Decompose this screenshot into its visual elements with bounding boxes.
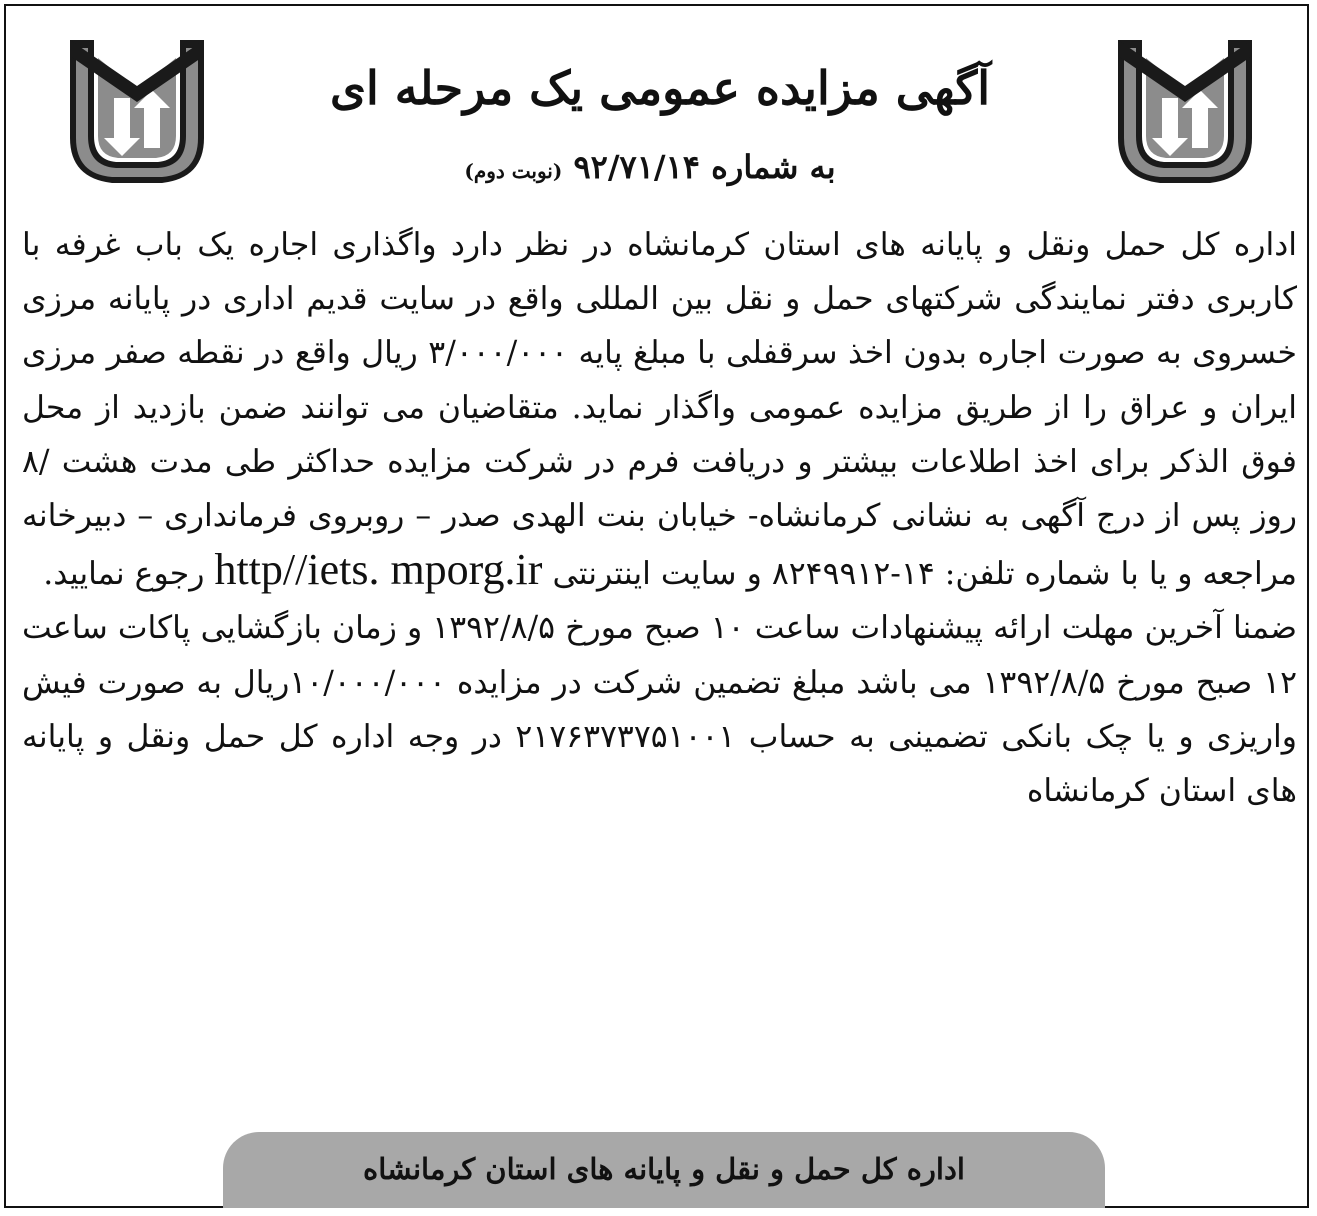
transport-terminals-logo-icon — [1110, 28, 1260, 188]
announcement-body — [22, 218, 1297, 818]
website-link[interactable]: http//iets. mporg.ir — [214, 545, 543, 595]
transport-terminals-logo-icon — [62, 28, 212, 188]
auction-number — [300, 148, 1000, 186]
announcement-title: آگهی مزایده عمومی یک مرحله ای — [329, 61, 991, 115]
paragraph-main-end: رجوع نمایید. — [43, 556, 205, 593]
footer-organization: اداره کل حمل و نقل و پایانه های استان کرمانشاه — [363, 1152, 965, 1186]
footer-banner — [223, 1132, 1105, 1208]
paragraph-deadline: ضمنا آخرین مهلت ارائه پیشنهادات ساعت ۱۰ صبح مورخ ۱۳۹۲/۸/۵ و زمان بازگشایی پاکات ساعت ۱۲ صبح مورخ ۱۳۹۲/۸/۵ می باشد مبلغ تضمین شرکت در مزایده ۱۰/۰۰۰/۰۰۰ریال به صورت فیش واریزی و یا چک بانکی تضمینی به حساب ۲۱۷۶۳۷۳۷۵۱۰۰۱ در وجه اداره کل حمل ونقل و پایانه های استان کرمانشاه — [22, 610, 1298, 810]
round-note: (نوبت دوم) — [464, 159, 563, 183]
paragraph-main — [22, 218, 1297, 601]
auction-number-text: به شماره ۹۲/۷۱/۱۴ — [573, 148, 836, 186]
paragraph-main-text: اداره کل حمل ونقل و پایانه های استان کرمانشاه در نظر دارد واگذاری اجاره یک باب غرفه با کاربری دفتر نمایندگی شرکتهای حمل و نقل بین المللی واقع در سایت قدیم اداری در پایانه مرزی خسروی به صورت اجاره بدون اخذ سرقفلی با مبلغ پایه ۳/۰۰۰/۰۰۰ ریال واقع در نقطه صفر مرزی ایران و عراق را از طریق مزایده عمومی واگذار نماید. متقاضیان می توانند ضمن بازدید از محل فوق الذکر برای اخذ اطلاعات بیشتر و دریافت فرم در شرکت مزایده حداکثر طی مدت هشت /۸ روز پس از درج آگهی به نشانی کرمانشاه- خیابان بنت الهدی صدر – روبروی فرمانداری – دبیرخانه مراجعه و یا با شماره تلفن: ۱۴-۸۲۴۹۹۱۲ و سایت اینترنتی — [22, 227, 1297, 593]
